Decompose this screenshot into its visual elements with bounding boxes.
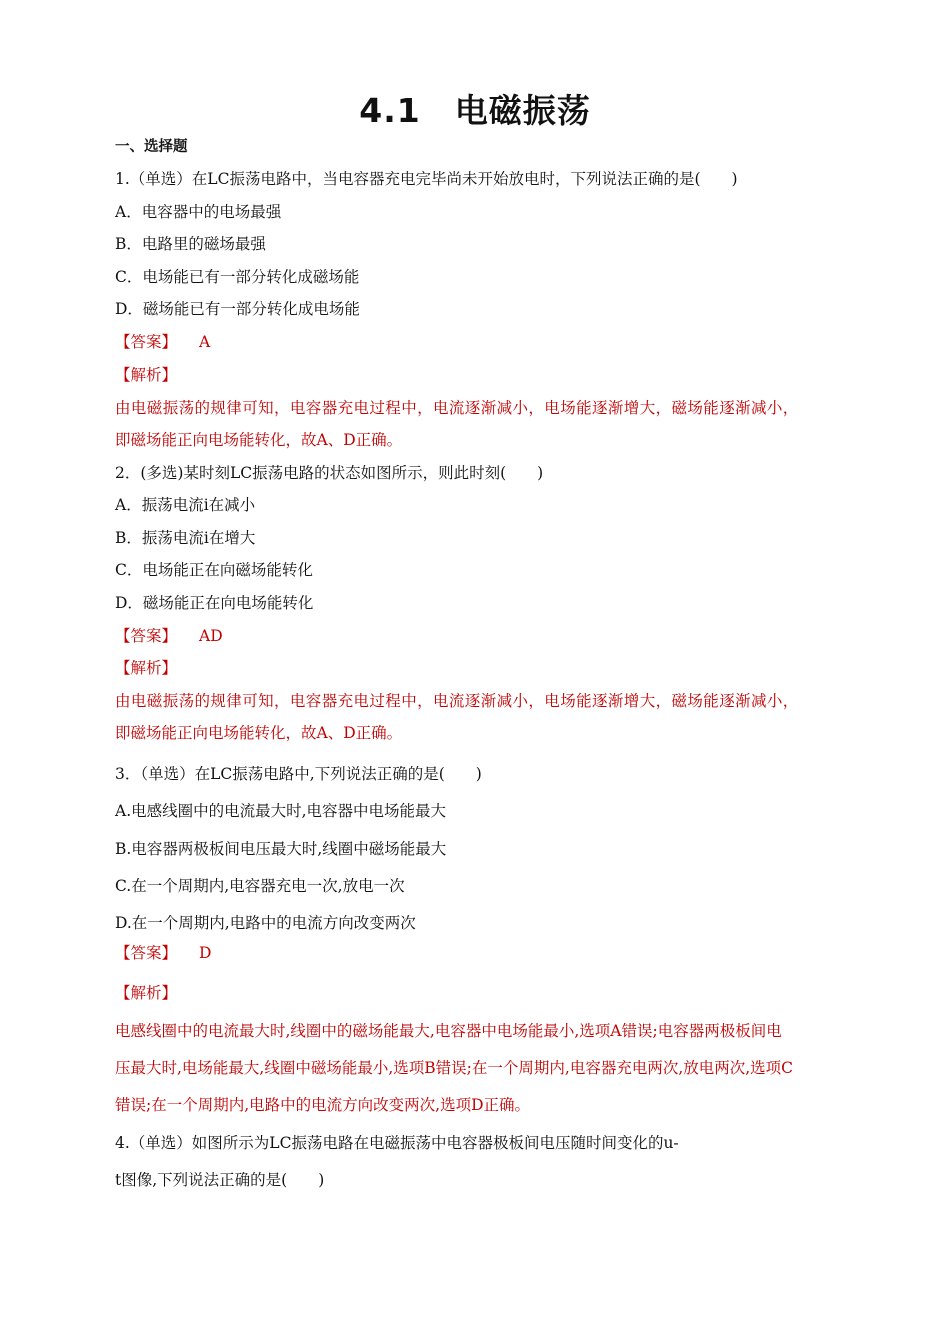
question-2-option-c: C．电场能正在向磁场能转化 [115,561,313,579]
answer-value: A [199,333,211,351]
question-2-analysis-line-1: 由电磁振荡的规律可知，电容器充电过程中，电流逐渐减小，电场能逐渐增大，磁场能逐渐减小， [115,692,799,710]
question-3-answer [115,942,211,964]
answer-tag: 【答案】 [115,944,178,962]
question-2-option-a: A．振荡电流i在减小 [115,496,256,514]
question-1-answer [115,331,210,353]
question-2-analysis-line-2: 即磁场能正向电场能转化，故A、D正确。 [115,724,403,742]
question-3-option-d: D.在一个周期内,电路中的电流方向改变两次 [115,914,416,932]
question-3-analysis-line-1: 电感线圈中的电流最大时,线圈中的磁场能最大,电容器中电场能最小,选项A错误;电容器两极板间电 [115,1022,782,1040]
answer-value: AD [199,627,223,645]
section-heading: 一、选择题 [115,139,188,155]
question-1-option-c: C．电场能已有一部分转化成磁场能 [115,268,360,286]
question-4-stem-line-2: t图像,下列说法正确的是( ) [115,1171,325,1189]
question-3-option-c: C.在一个周期内,电容器充电一次,放电一次 [115,877,405,895]
question-1-option-d: D．磁场能已有一部分转化成电场能 [115,300,360,318]
question-3-analysis-line-3: 错误;在一个周期内,电路中的电流方向改变两次,选项D正确。 [115,1096,531,1114]
question-3-option-a: A.电感线圈中的电流最大时,电容器中电场能最大 [115,802,447,820]
question-2-stem: 2．(多选)某时刻LC振荡电路的状态如图所示，则此时刻( ) [115,464,544,482]
question-3-option-b: B.电容器两极板间电压最大时,线圈中磁场能最大 [115,840,447,858]
question-1-analysis-line-1: 由电磁振荡的规律可知，电容器充电过程中，电流逐渐减小，电场能逐渐增大，磁场能逐渐减小， [115,399,799,417]
question-3-analysis-tag: 【解析】 [115,984,178,1002]
question-2-answer [115,625,223,647]
question-1-option-b: B．电路里的磁场最强 [115,235,266,253]
question-2-option-b: B．振荡电流i在增大 [115,529,256,547]
answer-value: D [199,944,212,962]
answer-tag: 【答案】 [115,333,178,351]
page-title: 4.1 电磁振荡 [359,91,591,130]
question-2-option-d: D．磁场能正在向电场能转化 [115,594,314,612]
question-1-option-a: A．电容器中的电场最强 [115,203,282,221]
question-1-stem: 1.（单选）在LC振荡电路中，当电容器充电完毕尚未开始放电时，下列说法正确的是( ) [115,170,738,188]
answer-tag: 【答案】 [115,627,178,645]
question-4-stem-line-1: 4.（单选）如图所示为LC振荡电路在电磁振荡中电容器极板间电压随时间变化的u- [115,1134,679,1152]
question-1-analysis-line-2: 即磁场能正向电场能转化，故A、D正确。 [115,431,403,449]
question-3-stem: 3．（单选）在LC振荡电路中,下列说法正确的是( ) [115,765,482,783]
question-3-analysis-line-2: 压最大时,电场能最大,线圈中磁场能最小,选项B错误;在一个周期内,电容器充电两次,放电两次,选项C [115,1059,794,1077]
question-2-analysis-tag: 【解析】 [115,659,178,677]
question-1-analysis-tag: 【解析】 [115,366,178,384]
